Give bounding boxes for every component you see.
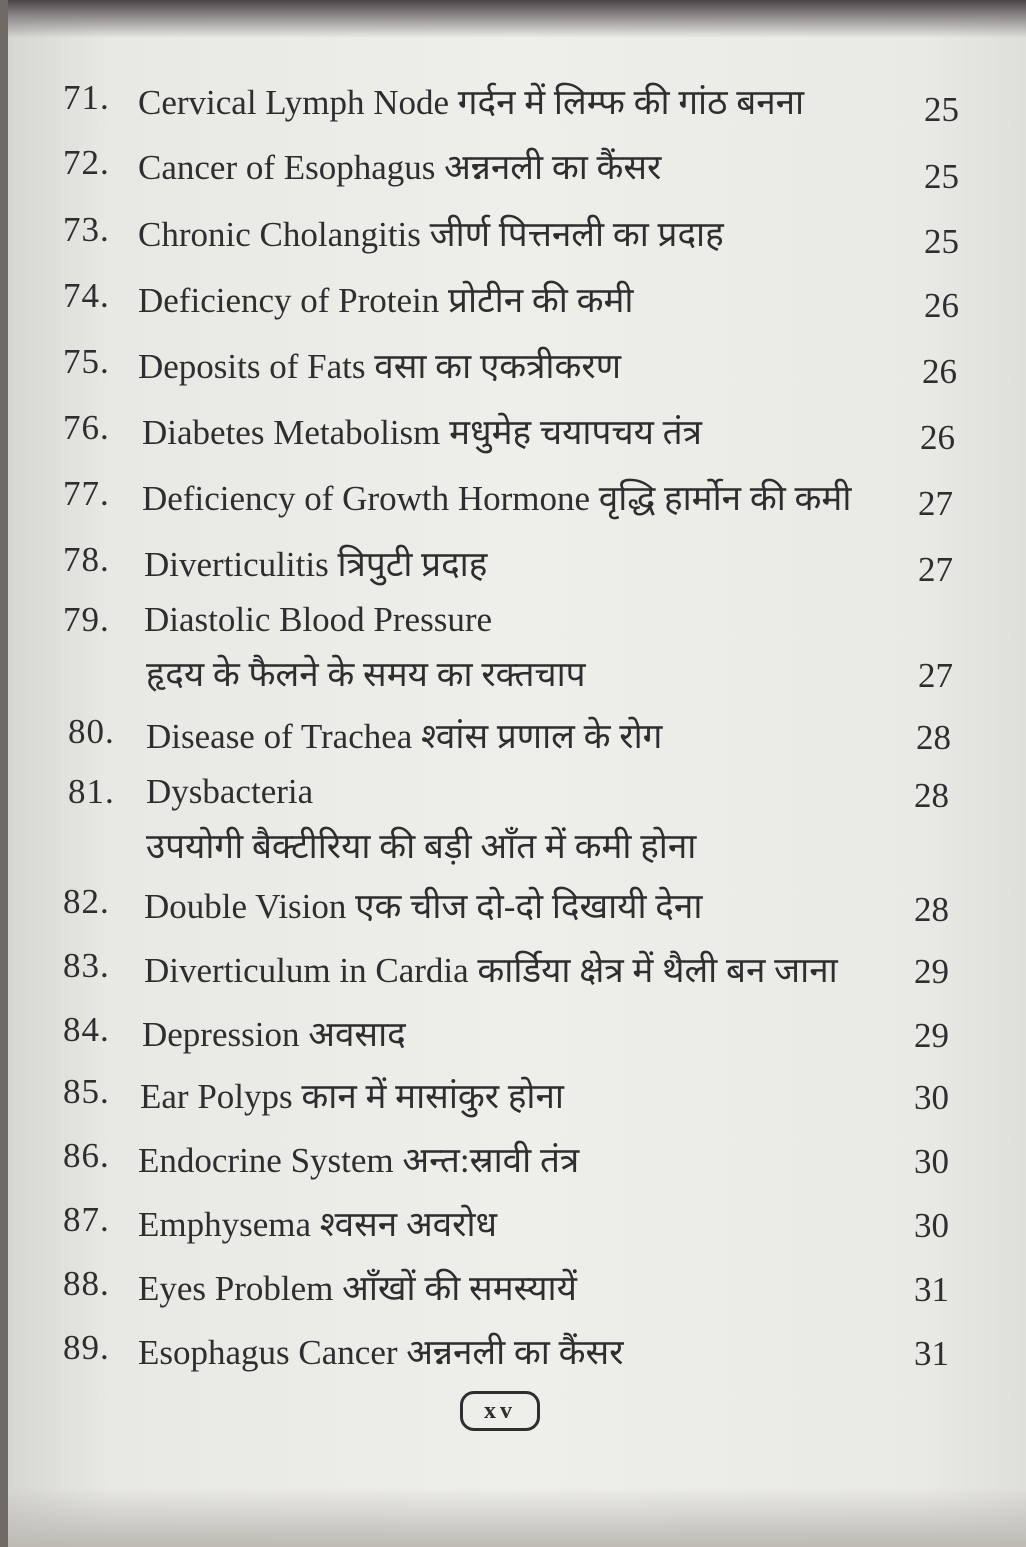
page-bottom-shadow [8, 1487, 1026, 1547]
entry-page-number: 30 [914, 1142, 949, 1181]
entry-page-number: 30 [914, 1206, 949, 1245]
entry-title: Diabetes Metabolism मधुमेह चयापचय तंत्र [142, 413, 702, 452]
entry-title: Depression अवसाद [142, 1015, 406, 1054]
entry-page-number: 31 [914, 1334, 949, 1373]
entry-number: 80. [68, 712, 115, 751]
entry-number: 87. [63, 1200, 110, 1239]
entry-title: Diastolic Blood Pressure [144, 600, 493, 639]
entry-number: 73. [63, 210, 110, 249]
entry-title: Cancer of Esophagus अन्ननली का कैंसर [138, 148, 662, 187]
entry-title: Deposits of Fats वसा का एकत्रीकरण [138, 347, 622, 386]
entry-number: 81. [68, 772, 115, 811]
entry-number: 82. [63, 882, 110, 921]
entry-page-number: 31 [914, 1270, 949, 1309]
entry-title: Eyes Problem आँखों की समस्यायें [138, 1269, 577, 1308]
entry-number: 71. [63, 78, 110, 117]
entry-title: Emphysema श्वसन अवरोध [138, 1205, 498, 1244]
entry-page-number: 28 [916, 718, 951, 757]
entry-title: Diverticulitis त्रिपुटी प्रदाह [144, 545, 488, 584]
entry-page-number: 25 [924, 222, 959, 261]
entry-number: 76. [63, 408, 110, 447]
entry-title: Deficiency of Growth Hormone वृद्धि हार्मोन की कमी [142, 479, 852, 518]
entry-number: 88. [63, 1264, 110, 1303]
entry-page-number: 27 [918, 484, 953, 523]
entry-title: Ear Polyps कान में मासांकुर होना [140, 1077, 564, 1116]
entry-number: 83. [63, 946, 110, 985]
entry-page-number: 26 [920, 418, 955, 457]
entry-title-hindi: हृदय के फैलने के समय का रक्तचाप [146, 655, 586, 694]
table-of-contents [8, 0, 1026, 1547]
entry-number: 79. [63, 600, 110, 639]
entry-number: 86. [63, 1136, 110, 1175]
entry-number: 72. [63, 143, 110, 182]
entry-page-number: 26 [922, 352, 957, 391]
entry-title: Endocrine System अन्त:स्रावी तंत्र [138, 1141, 580, 1180]
entry-page-number: 25 [924, 157, 959, 196]
entry-title: Deficiency of Protein प्रोटीन की कमी [138, 281, 634, 320]
entry-number: 78. [63, 540, 110, 579]
entry-title: Chronic Cholangitis जीर्ण पित्तनली का प्रदाह [138, 215, 724, 254]
entry-page-number: 27 [918, 656, 953, 695]
entry-title-hindi: उपयोगी बैक्टीरिया की बड़ी आँत में कमी होना [146, 827, 697, 866]
entry-title: Double Vision एक चीज दो-दो दिखायी देना [144, 887, 703, 926]
entry-page-number: 26 [924, 286, 959, 325]
entry-title: Esophagus Cancer अन्ननली का कैंसर [138, 1333, 624, 1372]
entry-number: 75. [63, 342, 110, 381]
entry-title: Dysbacteria [146, 772, 314, 811]
entry-page-number: 30 [914, 1078, 949, 1117]
entry-page-number: 28 [914, 890, 949, 929]
entry-number: 89. [63, 1328, 110, 1367]
entry-number: 85. [63, 1072, 110, 1111]
book-page [8, 0, 1026, 1547]
entry-page-number: 29 [914, 1016, 949, 1055]
entry-title: Cervical Lymph Node गर्दन में लिम्फ की गांठ बनना [138, 83, 805, 122]
entry-page-number: 28 [914, 776, 949, 815]
entry-title: Disease of Trachea श्वांस प्रणाल के रोग [146, 717, 663, 756]
entry-title: Diverticulum in Cardia कार्डिया क्षेत्र में थैली बन जाना [144, 951, 838, 990]
entry-page-number: 27 [918, 550, 953, 589]
roman-page-number: xv [460, 1391, 540, 1431]
entry-page-number: 25 [924, 90, 959, 129]
entry-number: 77. [63, 474, 110, 513]
entry-number: 84. [63, 1010, 110, 1049]
entry-number: 74. [63, 276, 110, 315]
entry-page-number: 29 [914, 952, 949, 991]
